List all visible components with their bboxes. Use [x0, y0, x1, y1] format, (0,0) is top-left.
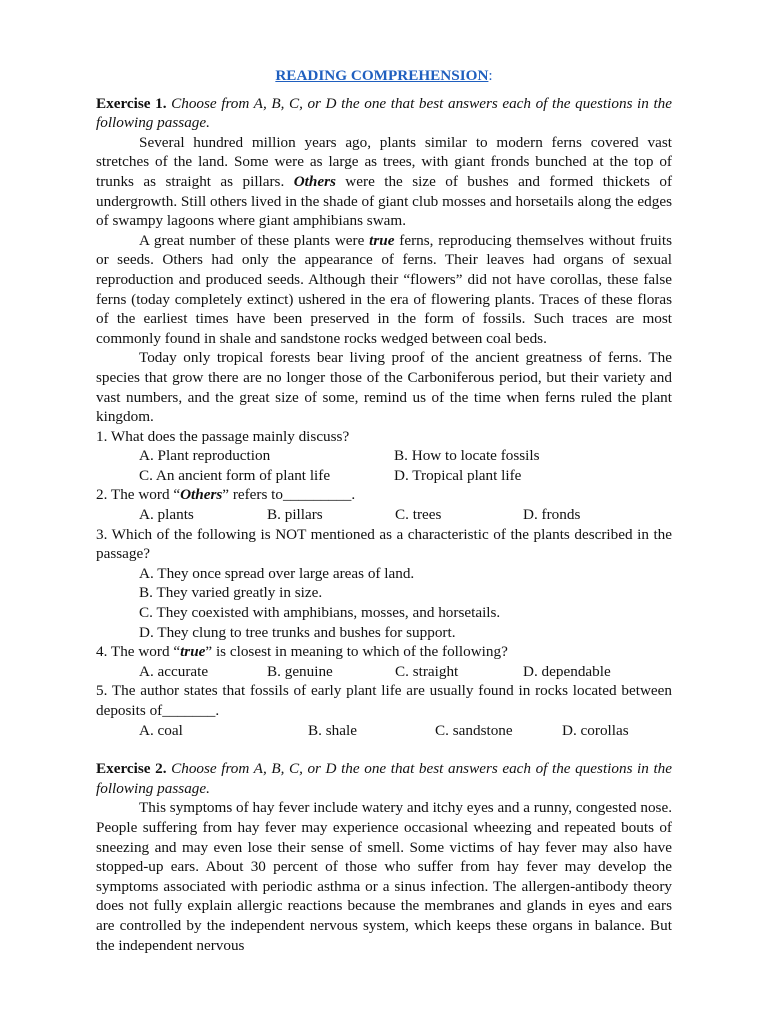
ex1-p1-text: Several hundred million years ago, plants similar to modern ferns covered vast stretches of the land. Some were as large as trees, with giant fronds bunched at the top of trunks as straight as pillars.: [96, 133, 672, 190]
option: A. coal: [139, 721, 183, 739]
option: A. Plant reproduction: [139, 447, 271, 465]
question-1: 1. What does the passage mainly discuss?: [96, 427, 350, 445]
option: B. genuine: [267, 662, 333, 680]
ex1-p1-text-end: were the size of bushes and formed thickets of undergrowth. Still others lived in the shade of giant club mosses and horsetails along the edges of swampy lagoons where giant amphibians swam.: [96, 172, 673, 230]
exercise-1-instruction: Choose from A, B, C, or D the one that best answers each of the questions in the following passage.: [96, 94, 673, 132]
question-5: 5. The author states that fossils of early plant life are usually found in rocks located between deposits of_______.: [96, 682, 672, 719]
question-1-options-row-1: [96, 446, 672, 466]
question-5-options: [96, 721, 672, 741]
exercise-1-label: Exercise 1.: [96, 94, 167, 112]
option: D. Tropical plant life: [394, 466, 522, 484]
option: C. They coexisted with amphibians, mosses, and horsetails.: [139, 604, 501, 622]
q4-emphasis: true: [180, 643, 206, 661]
option: B. They varied greatly in size.: [139, 584, 323, 602]
option: A. accurate: [139, 662, 209, 680]
option: B. shale: [308, 721, 357, 739]
page-title: [96, 66, 672, 86]
ex1-p2-text: A great number of these plants were: [139, 231, 370, 249]
q2-emphasis: Others: [180, 486, 223, 504]
option: C. trees: [395, 506, 442, 524]
option: D. dependable: [523, 662, 611, 680]
question-4-options: [96, 662, 672, 682]
q2-text-end: ” refers to_________.: [222, 486, 356, 504]
ex1-paragraph-3: Today only tropical forests bear living proof of the ancient greatness of ferns. The species that grow there are no longer those of the Carboniferous period, but their variety and vast numbers, and the great size of some, remind us of the time when ferns ruled the plant kingdom.: [96, 349, 672, 426]
document-page: [96, 66, 672, 955]
option: C. An ancient form of plant life: [139, 466, 331, 484]
exercise-2-header: [96, 759, 672, 798]
title-colon: :: [488, 67, 493, 84]
question-3: 3. Which of the following is NOT mentioned as a characteristic of the plants described in the passage?: [96, 525, 672, 563]
exercise-1-header: [96, 94, 672, 133]
option: C. sandstone: [435, 721, 513, 739]
exercise-2-instruction: Choose from A, B, C, or D the one that best answers each of the questions in the following passage.: [96, 760, 673, 797]
ex1-paragraph-1: [96, 133, 672, 231]
option: B. How to locate fossils: [394, 447, 540, 465]
ex1-p2-emphasis: true: [369, 231, 395, 249]
ex1-p2-text-end: ferns, reproducing themselves without fruits or seeds. Others had only the appearance of ferns. Their leaves had organs of sexual reproduction and produced seeds. Although their “flowers” did not have corollas, these false ferns (today completely extinct) ushered in the era of flowering plants. Traces of these floras of the earliest times have been preserved in the form of fossils. Such traces are most commonly found in shale and sandstone rocks wedged between coal beds.: [96, 231, 672, 347]
option: C. straight: [395, 662, 459, 680]
option: B. pillars: [267, 506, 323, 524]
ex1-p1-emphasis: Others: [293, 172, 336, 190]
question-1-options-row-2: [96, 466, 672, 486]
q4-text-end: ” is closest in meaning to which of the following?: [205, 643, 508, 661]
option: D. They clung to tree trunks and bushes for support.: [139, 623, 456, 641]
option: A. plants: [139, 506, 194, 524]
ex1-paragraph-2: [96, 231, 672, 349]
option: A. They once spread over large areas of land.: [139, 564, 415, 582]
q2-text: 2. The word “: [96, 486, 181, 504]
option: D. fronds: [523, 506, 581, 524]
question-2: [96, 485, 672, 505]
ex2-paragraph-1: This symptoms of hay fever include watery and itchy eyes and a runny, congested nose. People suffering from hay fever may experience occasional wheezing and repeated bouts of sneezing and may even lose their sense of smell. Some victims of hay fever may also have stopped-up ears. About 30 percent of those who suffer from hay fever may develop the symptoms associated with periodic asthma or a sinus infection. The allergen-antibody theory does not fully explain allergic reactions because the membranes and glands in eyes and ears are controlled by the independent nervous system, which keeps these organs in balance. But the independent nervous: [96, 799, 672, 954]
question-4: [96, 642, 672, 662]
question-2-options: [96, 505, 672, 525]
section-gap: [96, 740, 672, 759]
exercise-2-label: Exercise 2.: [96, 760, 167, 778]
option: D. corollas: [562, 721, 629, 739]
q4-text: 4. The word “: [96, 643, 181, 661]
title-link[interactable]: READING COMPREHENSION: [275, 67, 489, 84]
